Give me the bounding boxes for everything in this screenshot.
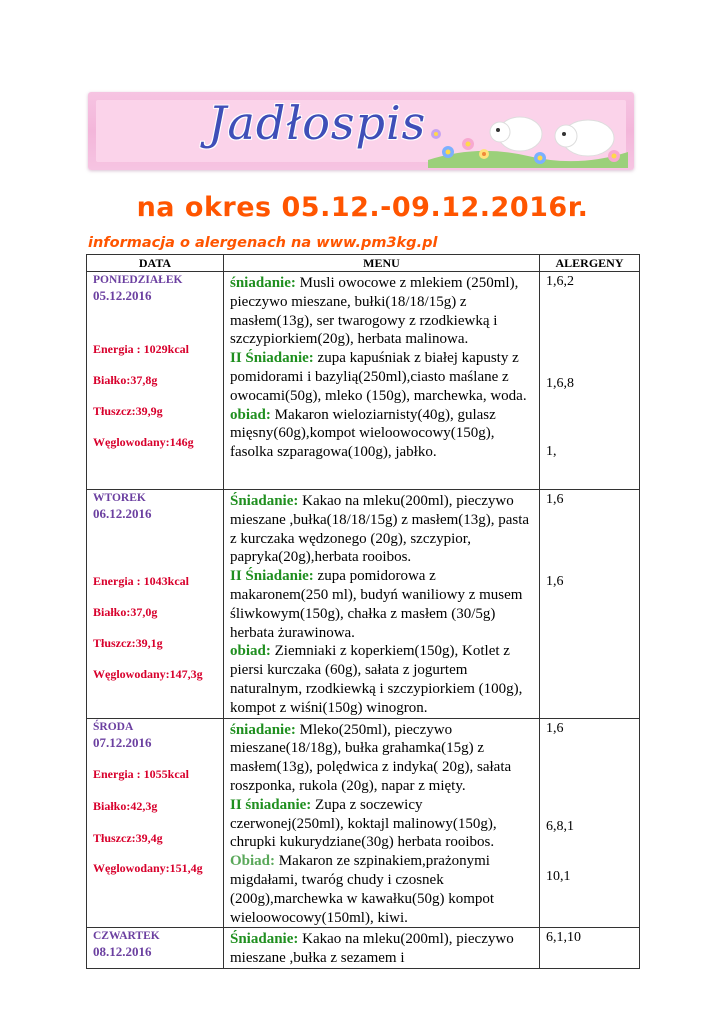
meal-lunch: obiad: Makaron wieloziarnisty(40g), gulasz mięsny(60g),kompot wieloowocowy(150g), fasolka szparagowa(100g), jabłko. [230,406,496,461]
protein: Białko:37,8g [93,373,158,387]
day-name: CZWARTEK [93,930,160,943]
allergen-info-link[interactable]: informacja o alergenach na www.pm3kg.pl [88,235,438,251]
allergens-lunch: 1, [546,444,557,459]
fat: Tłuszcz:39,1g [93,636,163,650]
column-header-date: DATA [87,255,224,272]
table-row [87,718,640,928]
day-name: PONIEDZIAŁEK [93,274,183,286]
allergens-cell [540,928,640,969]
day-date: 07.12.2016 [93,734,152,750]
meal-breakfast: Śniadanie: Kakao na mleku(200ml), pieczywo mieszane ,bułka(18/18/15g) z masłem(13g), pasta z kurczaka wędzonego (20g), szczypior, papryka(20g),herbata rooibos. [230,493,530,566]
allergens-breakfast: 1,6 [546,492,564,507]
allergens-breakfast: 1,6 [546,720,564,736]
table-header-row [87,255,640,272]
day-cell [87,490,224,719]
menu-cell [224,718,540,928]
meal-breakfast: śniadanie: Musli owocowe z mlekiem (250ml), pieczywo mieszane, bułki(18/18/15g) z masłem(13g), ser twarogowy z rzodkiewką i szczypiorkiem(20g), herbata malinowa. [230,275,519,348]
day-cell [87,928,224,969]
table-row [87,928,640,969]
day-cell [87,272,224,490]
table-row [87,490,640,719]
menu-period: na okres 05.12.-09.12.2016r. [136,192,589,223]
fat: Tłuszcz:39,9g [93,404,163,418]
meal-second-breakfast: II Śniadanie: zupa pomidorowa z makaronem(250 ml), budyń waniliowy z musem śliwkowym(150g), chałka z masłem (30/5g) herbata żurawinowa. [230,568,523,641]
carbs: Węglowodany:147,3g [93,667,203,681]
allergens-lunch: 10,1 [546,868,571,884]
menu-table [86,254,640,969]
allergens-second-breakfast: 1,6,8 [546,376,574,391]
flowers-and-sheep-illustration [428,94,628,168]
energy: Energia : 1029kcal [93,342,189,356]
day-date: 06.12.2016 [93,506,152,521]
meal-breakfast: Śniadanie: Kakao na mleku(200ml), pieczywo mieszane ,bułka z sezamem i [230,931,514,967]
meal-breakfast: śniadanie: Mleko(250ml), pieczywo mieszane(18/18g), bułka grahamka(15g) z masłem(13g), polędwica z indyka( 20g), sałata roszponka, rukola (20g), napar z mięty. [230,721,512,794]
header-banner [88,92,634,170]
page-title: Jadłospis [208,96,427,150]
allergens-breakfast: 6,1,10 [546,930,581,946]
energy: Energia : 1055kcal [93,766,189,781]
day-name: WTOREK [93,492,146,504]
column-header-allergens: ALERGENY [540,255,640,272]
day-date: 05.12.2016 [93,288,152,303]
allergens-breakfast: 1,6,2 [546,274,574,289]
day-cell [87,718,224,928]
table-row [87,272,640,490]
allergens-second-breakfast: 6,8,1 [546,818,574,834]
meal-lunch: obiad: Ziemniaki z koperkiem(150g), Kotlet z piersi kurczaka (60g), sałata z jogurtem naturalnym, rzodkiewką i szczypiorkiem (100g), kompot z wiśni(150g) winogron. [230,643,523,716]
carbs: Węglowodany:146g [93,435,194,449]
day-name: ŚRODA [93,720,134,733]
allergens-second-breakfast: 1,6 [546,574,564,589]
energy: Energia : 1043kcal [93,574,189,588]
meal-lunch: Obiad: Makaron ze szpinakiem,prażonymi migdałami, twaróg chudy i czosnek (200g),marchewka w kawałku(50g) kompot wieloowocowy(150ml), kiwi. [230,853,495,926]
fat: Tłuszcz:39,4g [93,830,163,845]
day-date: 08.12.2016 [93,944,152,960]
menu-cell [224,490,540,719]
meal-second-breakfast: II Śniadanie: zupa kapuśniak z białej kapusty z pomidorami i bazylią(250ml),ciasto maślane z owocami(50g), mleko (150g), marchewka, woda. [230,350,527,404]
protein: Białko:37,0g [93,605,158,619]
carbs: Węglowodany:151,4g [93,860,203,875]
menu-cell [224,272,540,490]
protein: Białko:42,3g [93,798,158,813]
column-header-menu: MENU [224,255,540,272]
menu-cell [224,928,540,969]
allergens-cell [540,272,640,490]
allergens-cell [540,718,640,928]
allergens-cell [540,490,640,719]
meal-second-breakfast: II śniadanie: Zupa z soczewicy czerwonej(250ml), koktajl malinowy(150g), chrupki kukurydziane(30g) herbata rooibos. [230,796,497,851]
